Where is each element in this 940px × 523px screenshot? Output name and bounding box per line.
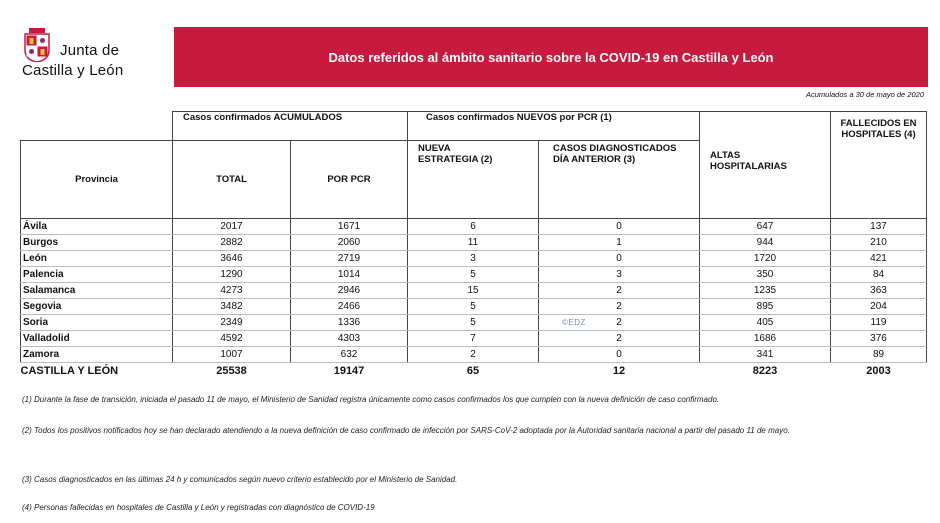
cell-nueva: 11 <box>408 234 539 250</box>
cell-altas: 895 <box>700 298 831 314</box>
covid-data-table <box>20 111 927 379</box>
total-total: 25538 <box>216 364 247 377</box>
header-acumulados: Casos confirmados ACUMULADOS <box>173 112 408 141</box>
cell-total: 2017 <box>173 218 291 234</box>
cell-fallecidos: 84 <box>831 266 927 282</box>
cell-nueva: 3 <box>408 250 539 266</box>
cell-total: 3646 <box>173 250 291 266</box>
header-fallecidos: FALLECIDOS EN HOSPITALES (4) <box>831 112 927 219</box>
cell-pcr: 4303 <box>291 330 408 346</box>
cell-pcr: 2060 <box>291 234 408 250</box>
table-row <box>21 250 927 266</box>
cell-total: 2882 <box>173 234 291 250</box>
header-total: TOTAL <box>173 141 291 219</box>
header-nuevos: Casos confirmados NUEVOS por PCR (1) <box>408 112 700 141</box>
cell-total: 4592 <box>173 330 291 346</box>
cell-nueva: 5 <box>408 314 539 330</box>
cell-total: 1290 <box>173 266 291 282</box>
cell-nueva: 2 <box>408 346 539 362</box>
cell-provincia: Burgos <box>21 234 173 250</box>
header-altas: ALTAS HOSPITALARIAS <box>700 141 831 219</box>
header-provincia: Provincia <box>21 141 173 219</box>
cell-fallecidos: 137 <box>831 218 927 234</box>
cell-provincia: Ávila <box>21 218 173 234</box>
cell-diag: 1 <box>539 234 700 250</box>
table-row <box>21 314 927 330</box>
cell-altas: 944 <box>700 234 831 250</box>
cell-pcr: 2946 <box>291 282 408 298</box>
cell-altas: 405 <box>700 314 831 330</box>
total-nueva: 65 <box>466 364 480 377</box>
cell-diag: 2 <box>539 314 700 330</box>
cell-provincia: León <box>21 250 173 266</box>
page-title: Datos referidos al ámbito sanitario sobre la COVID-19 en Castilla y León <box>328 49 774 65</box>
cell-total: 4273 <box>173 282 291 298</box>
cell-diag: 2 <box>539 282 700 298</box>
cell-nueva: 5 <box>408 266 539 282</box>
cell-provincia: Salamanca <box>21 282 173 298</box>
cell-pcr: 1671 <box>291 218 408 234</box>
total-provincia: CASTILLA Y LEÓN <box>20 364 119 377</box>
cell-provincia: Palencia <box>21 266 173 282</box>
footnote-1: (1) Durante la fase de transición, iniciada el pasado 11 de mayo, el Ministerio de Sanidad registra únicamente como casos confirmados los que cumplen con la nueva definición de caso confirmado. <box>22 395 720 404</box>
cell-altas: 1720 <box>700 250 831 266</box>
cell-total: 3482 <box>173 298 291 314</box>
cell-altas: 1235 <box>700 282 831 298</box>
title-banner <box>174 27 928 87</box>
total-fallecidos: 2003 <box>866 364 891 377</box>
cell-provincia: Zamora <box>21 346 173 362</box>
cell-total: 1007 <box>173 346 291 362</box>
cell-pcr: 1336 <box>291 314 408 330</box>
header-nueva-estrategia: NUEVA ESTRATEGIA (2) <box>408 141 539 219</box>
cell-fallecidos: 210 <box>831 234 927 250</box>
table-row <box>21 346 927 362</box>
cell-nueva: 6 <box>408 218 539 234</box>
table-row <box>21 218 927 234</box>
cell-diag: 3 <box>539 266 700 282</box>
cell-pcr: 1014 <box>291 266 408 282</box>
logo-line2: Castilla y León <box>22 62 124 79</box>
cell-diag: 0 <box>539 346 700 362</box>
footnote-2: (2) Todos los positivos notificados hoy se han declarado atendiendo a la nueva definición de caso confirmado de infección por SARS-CoV-2 adoptada por la Autoridad sanitaria nacional a partir del pasado 11 de mayo. <box>22 426 790 435</box>
cell-provincia: Segovia <box>21 298 173 314</box>
cell-diag: 2 <box>539 330 700 346</box>
total-altas: 8223 <box>752 364 778 377</box>
cell-nueva: 7 <box>408 330 539 346</box>
watermark-stamp: ©EDZ <box>562 318 586 327</box>
table-row <box>21 298 927 314</box>
table-row <box>21 282 927 298</box>
cell-fallecidos: 89 <box>831 346 927 362</box>
coat-of-arms-icon <box>22 28 52 62</box>
footnote-4: (4) Personas fallecidas en hospitales de Castilla y León y registradas con diagnóstico de COVID-19 <box>22 503 375 512</box>
cell-altas: 1686 <box>700 330 831 346</box>
cell-fallecidos: 376 <box>831 330 927 346</box>
footnote-3: (3) Casos diagnosticados en las últimas 24 h y comunicados según nuevo criterio establecido por el Ministerio de Sanidad. <box>22 475 458 484</box>
cell-diag: 0 <box>539 218 700 234</box>
cell-altas: 350 <box>700 266 831 282</box>
table-row <box>21 234 927 250</box>
date-note: Acumulados a 30 de mayo de 2020 <box>806 90 924 99</box>
cell-fallecidos: 363 <box>831 282 927 298</box>
header-por-pcr: POR PCR <box>291 141 408 219</box>
header-casos-diagnosticados: CASOS DIAGNOSTICADOS DÍA ANTERIOR (3) <box>539 141 700 219</box>
table-row <box>21 330 927 346</box>
table-row <box>21 266 927 282</box>
total-diag: 12 <box>612 364 626 377</box>
cell-nueva: 5 <box>408 298 539 314</box>
cell-provincia: Valladolid <box>21 330 173 346</box>
cell-fallecidos: 421 <box>831 250 927 266</box>
cell-diag: 2 <box>539 298 700 314</box>
cell-total: 2349 <box>173 314 291 330</box>
cell-pcr: 2466 <box>291 298 408 314</box>
cell-diag: 0 <box>539 250 700 266</box>
cell-pcr: 2719 <box>291 250 408 266</box>
junta-logo <box>22 28 162 88</box>
cell-altas: 341 <box>700 346 831 362</box>
cell-pcr: 632 <box>291 346 408 362</box>
cell-fallecidos: 119 <box>831 314 927 330</box>
cell-provincia: Soria <box>21 314 173 330</box>
cell-nueva: 15 <box>408 282 539 298</box>
cell-altas: 647 <box>700 218 831 234</box>
logo-line1: Junta de <box>60 42 120 59</box>
cell-fallecidos: 204 <box>831 298 927 314</box>
total-pcr: 19147 <box>333 364 365 377</box>
